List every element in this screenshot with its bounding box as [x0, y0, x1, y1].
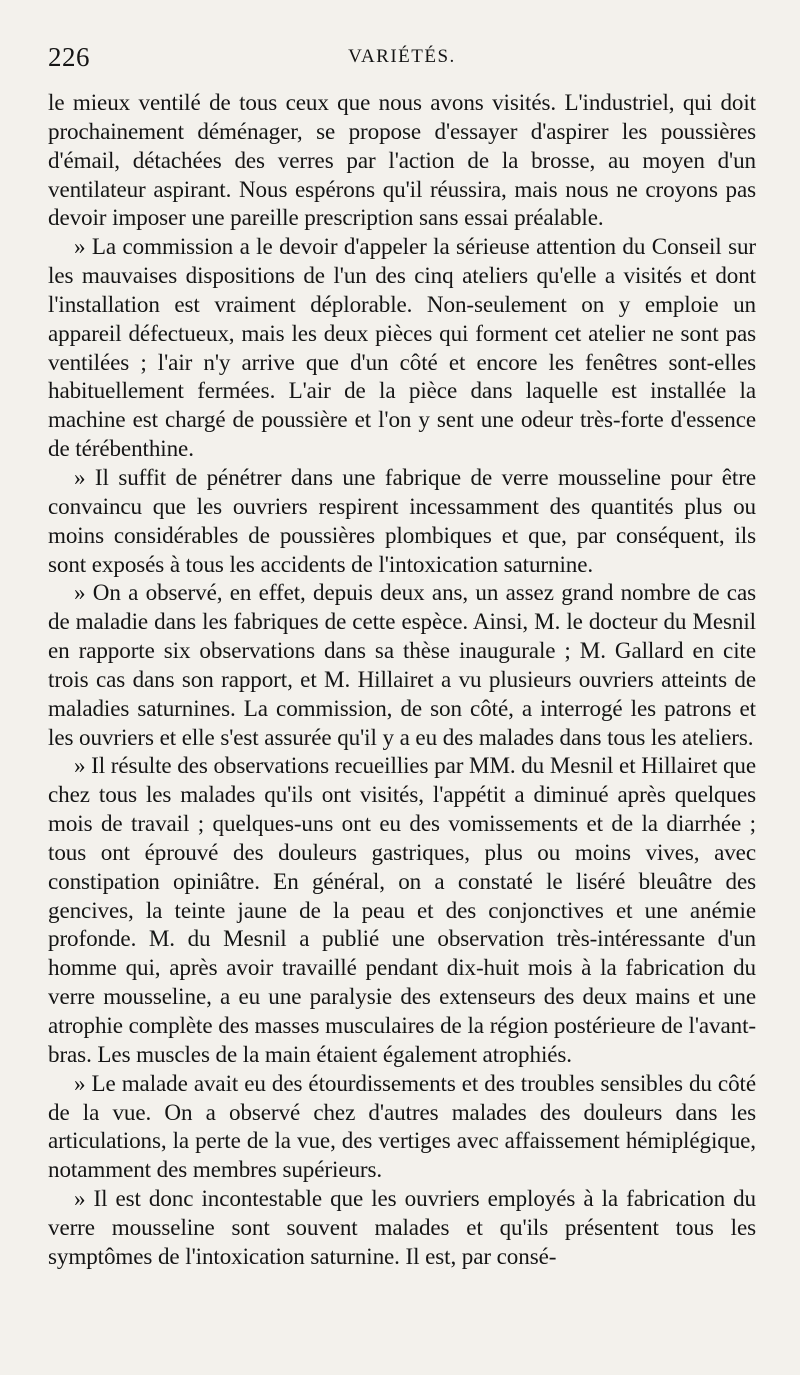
page-number: 226: [48, 42, 90, 72]
paragraph: » Il suffit de pénétrer dans une fabrique de verre mousseline pour être convaincu que les ouvriers respirent incessamment des quantités plus ou moins considérables de poussières plombiques et que, par conséquent, ils sont exposés à tous les accidents de l'intoxication saturnine.: [48, 463, 756, 577]
paragraph: » Il résulte des observations recueillies par MM. du Mesnil et Hillairet que chez tous les malades qu'ils ont visités, l'appétit a diminué après quelques mois de travail ; quelques-uns ont eu des vomissements et de la diarrhée ; tous ont éprouvé des douleurs gastriques, plus ou moins vives, avec constipation opiniâtre. En général, on a constaté le liséré bleuâtre des gencives, la teinte jaune de la peau et des conjonctives et une anémie profonde. M. du Mesnil a publié une observation très-intéressante d'un homme qui, après avoir travaillé pendant dix-huit mois à la fabrication du verre mousseline, a eu une paralysie des extenseurs des deux mains et une atrophie complète des masses musculaires de la région postérieure de l'avant-bras. Les muscles de la main étaient également atrophiés.: [48, 752, 756, 1067]
paragraph: » Il est donc incontestable que les ouvriers employés à la fabrication du verre mousseline sont souvent malades et qu'ils présentent tous les symptômes de l'intoxication saturnine. Il est, par consé-: [48, 1185, 756, 1269]
paragraph: le mieux ventilé de tous ceux que nous avons visités. L'industriel, qui doit prochainement déménager, se propose d'essayer d'aspirer les poussières d'émail, détachées des verres par l'action de la brosse, au moyen d'un ventilateur aspirant. Nous espérons qu'il réussira, mais nous ne croyons pas devoir imposer une pareille prescription sans essai préalable.: [48, 89, 756, 231]
running-head: [48, 38, 756, 88]
section-title: VARIÉTÉS.: [348, 46, 456, 67]
paragraph: » La commission a le devoir d'appeler la sérieuse attention du Conseil sur les mauvaises dispositions de l'un des cinq ateliers qu'elle a visités et dont l'installation est vraiment déplorable. Non-seulement on y emploie un appareil défectueux, mais les deux pièces qui forment cet atelier ne sont pas ventilées ; l'air n'y arrive que d'un côté et encore les fenêtres sont-elles habituellement fermées. L'air de la pièce dans laquelle est installée la machine est chargé de poussière et l'on y sent une odeur très-forte d'essence de térébenthine.: [48, 233, 756, 462]
paragraph: » Le malade avait eu des étourdissements et des troubles sensibles du côté de la vue. On a observé chez d'autres malades des douleurs dans les articulations, la perte de la vue, des vertiges avec affaissement hémiplégique, notamment des membres supérieurs.: [48, 1069, 756, 1183]
paragraph: » On a observé, en effet, depuis deux ans, un assez grand nombre de cas de maladie dans les fabriques de cette espèce. Ainsi, M. le docteur du Mesnil en rapporte six observations dans sa thèse inaugurale ; M. Gallard en cite trois cas dans son rapport, et M. Hillairet a vu plusieurs ouvriers atteints de maladies saturnines. La commission, de son côté, a interrogé les patrons et les ouvriers et elle s'est assurée qu'il y a eu des malades dans tous les ateliers.: [48, 579, 756, 750]
body-text: [48, 88, 756, 1271]
